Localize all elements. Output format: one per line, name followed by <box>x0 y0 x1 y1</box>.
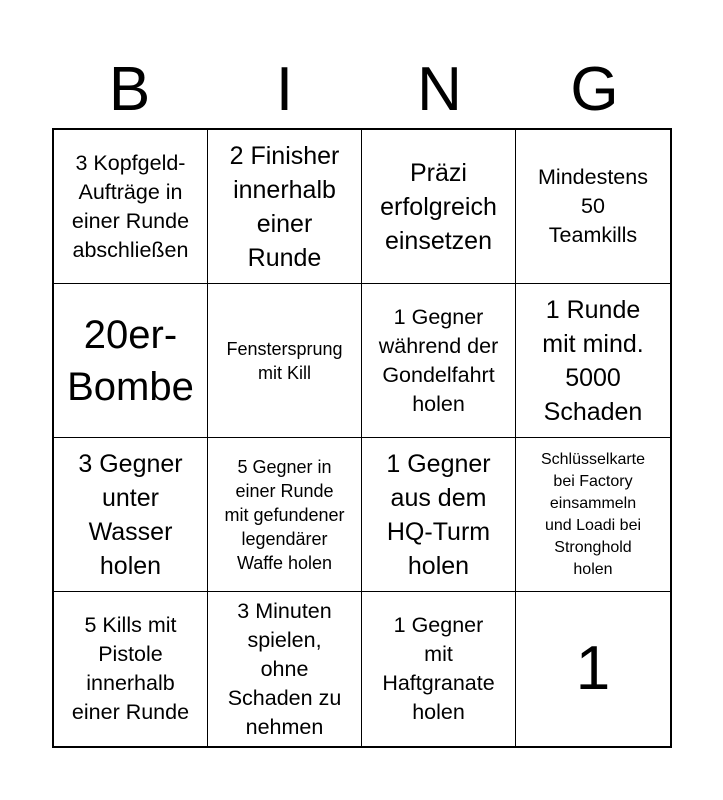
bingo-cell-r4-c3[interactable] <box>362 592 516 746</box>
bingo-cell-text: Fenstersprung mit Kill <box>226 338 343 383</box>
bingo-cell-text: 1 Gegner mit Haftgranate holen <box>382 613 495 724</box>
bingo-cell-r4-c2[interactable] <box>208 592 362 746</box>
bingo-cell-r4-c1[interactable] <box>54 592 208 746</box>
header-letter-i: I <box>275 55 294 124</box>
bingo-header <box>52 52 672 128</box>
bingo-cell-text: 5 Kills mit Pistole innerhalb einer Runde <box>71 613 190 724</box>
bingo-cell-r2-c3[interactable] <box>362 284 516 438</box>
header-letter-g: G <box>570 55 619 124</box>
bingo-cell-text: 3 Minuten spielen, ohne Schaden zu nehmen <box>227 598 342 739</box>
bingo-cell-text: 1 <box>575 634 611 703</box>
bingo-cell-r2-c1[interactable] <box>54 284 208 438</box>
bingo-cell-text: 1 Gegner aus dem HQ-Turm holen <box>386 449 491 580</box>
bingo-cell-r3-c1[interactable] <box>54 438 208 592</box>
bingo-board <box>52 128 672 748</box>
bingo-cell-r1-c3[interactable] <box>362 130 516 284</box>
bingo-cell-text: 20er- Bombe <box>67 312 194 409</box>
bingo-cell-text: 3 Gegner unter Wasser holen <box>78 449 183 580</box>
bingo-cell-text: 5 Gegner in einer Runde mit gefundener legendärer Waffe holen <box>224 456 345 573</box>
header-letter-n: N <box>417 55 462 124</box>
bingo-cell-text: 2 Finisher innerhalb einer Runde <box>229 141 340 272</box>
header-letter-b: B <box>108 55 151 124</box>
bingo-cell-text: Präzi erfolgreich einsetzen <box>380 158 497 255</box>
bingo-cell-r3-c4[interactable] <box>516 438 670 592</box>
bingo-cell-text: 1 Runde mit mind. 5000 Schaden <box>542 295 644 426</box>
bingo-cell-text: 3 Kopfgeld- Aufträge in einer Runde abschließen <box>71 150 190 262</box>
bingo-cell-r4-c4[interactable] <box>516 592 670 746</box>
bingo-cell-r1-c1[interactable] <box>54 130 208 284</box>
bingo-cell-r3-c3[interactable] <box>362 438 516 592</box>
bingo-cell-r1-c4[interactable] <box>516 130 670 284</box>
bingo-cell-r2-c2[interactable] <box>208 284 362 438</box>
bingo-cell-r2-c4[interactable] <box>516 284 670 438</box>
bingo-cell-text: Schlüsselkarte bei Factory einsammeln und Loadi bei Stronghold holen <box>540 450 646 578</box>
bingo-cell-r3-c2[interactable] <box>208 438 362 592</box>
bingo-cell-text: 1 Gegner während der Gondelfahrt holen <box>378 304 499 416</box>
bingo-cell-r1-c2[interactable] <box>208 130 362 284</box>
bingo-cell-text: Mindestens 50 Teamkills <box>538 165 648 247</box>
